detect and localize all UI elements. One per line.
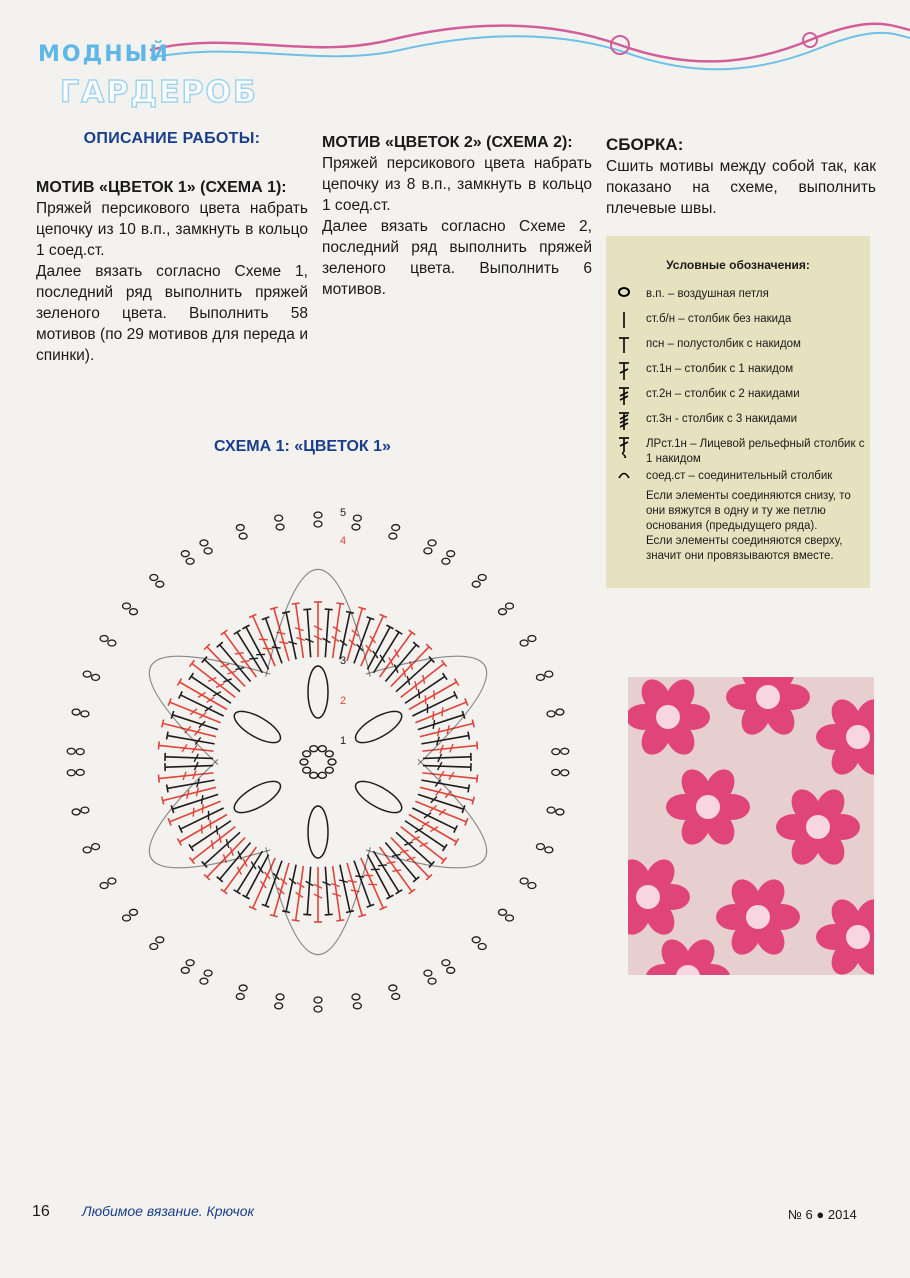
chain-loop <box>129 609 137 615</box>
chain-loop <box>72 809 80 815</box>
chain-loop <box>352 994 360 1000</box>
chain-loop <box>520 878 528 884</box>
stitch-mark <box>286 865 296 912</box>
stitch-top <box>477 775 478 783</box>
stitch-mark <box>163 723 216 736</box>
stitch-mark <box>165 766 213 768</box>
o-icon <box>612 286 636 302</box>
stitch-top <box>468 784 469 792</box>
petal-core <box>308 666 328 718</box>
chain-loop <box>392 525 400 531</box>
stitch-top <box>325 914 333 915</box>
schema-title: СХЕМА 1: «ЦВЕТОК 1» <box>214 438 391 455</box>
stitch-mark <box>163 787 216 800</box>
chain-loop <box>472 581 480 587</box>
chain-loop <box>76 769 84 775</box>
stitch-top <box>325 609 333 610</box>
stitch-cross <box>201 795 202 804</box>
stitch-top <box>162 797 164 805</box>
row-label: 2 <box>340 695 347 707</box>
chain-loop <box>92 844 100 850</box>
stitch-top <box>221 630 227 635</box>
chain-loop <box>204 548 212 554</box>
chain-loop <box>552 749 560 755</box>
chain-loop <box>472 937 480 943</box>
stitch-cross <box>235 653 244 654</box>
column-right <box>606 134 876 219</box>
crochet-diagram <box>28 472 624 1132</box>
motif1-para1: Пряжей персикового цвета набрать цепочку из 10 в.п., замкнуть в кольцо 1 соед.ст. <box>36 200 308 259</box>
legend-note-above: Если элементы соединяются сверху, значит они провязываются вместе. <box>646 535 843 562</box>
chain-loop <box>108 640 116 646</box>
chain-loop <box>552 769 560 775</box>
chain-loop <box>536 844 544 850</box>
chain-loop <box>314 1006 322 1012</box>
stitch-mark <box>165 757 213 759</box>
stitch-top <box>282 612 290 614</box>
chain-loop <box>200 978 208 984</box>
stitch-mark <box>246 855 269 897</box>
chain-loop <box>389 985 397 991</box>
stitch-top <box>346 911 354 913</box>
chain-loop <box>353 1003 361 1009</box>
issue-number: № 6 ● 2014 <box>788 1207 857 1222</box>
stitch-cross <box>433 720 434 729</box>
stitch-top <box>303 609 311 610</box>
stitch-top <box>167 784 168 792</box>
chain-loop <box>424 548 432 554</box>
chain-loop <box>156 937 164 943</box>
chain-loop <box>547 711 555 717</box>
bar-icon <box>612 311 636 333</box>
stitch-cross <box>216 826 217 835</box>
chain-loop <box>536 674 544 680</box>
chain-loop <box>328 759 336 765</box>
section-title: ОПИСАНИЕ РАБОТЫ: <box>83 130 261 147</box>
stitch-cross <box>260 881 266 888</box>
stitch-cross <box>370 636 376 643</box>
chain-loop <box>204 970 212 976</box>
stitch-cross <box>199 713 206 719</box>
stitch-top <box>158 775 159 783</box>
stitch-mark <box>307 609 310 657</box>
chain-loop <box>303 751 311 757</box>
stitch-top <box>303 914 311 915</box>
stitch-top <box>282 911 290 913</box>
chain-loop <box>108 878 116 884</box>
motif1-title: МОТИВ «ЦВЕТОК 1» (СХЕМА 1): <box>36 179 287 196</box>
chain-loop <box>100 883 108 889</box>
stitch-top <box>409 889 415 894</box>
stitch-top <box>189 844 193 851</box>
chain-loop <box>325 751 333 757</box>
chain-loop <box>181 551 189 557</box>
relief-icon <box>612 436 636 462</box>
legend-box <box>606 236 870 588</box>
chain-loop <box>428 540 436 546</box>
motif1-para2: Далее вязать согласно Схеме 1, последний ряд выполнить пряжей зеленого цвета. Выполнить 58 мотивов (по 29 мотивов для переда и спинки). <box>36 263 308 364</box>
stitch-cross <box>241 661 250 662</box>
chain-loop <box>506 915 514 921</box>
stitch-top <box>443 673 447 680</box>
stitch-mark <box>415 801 466 822</box>
chain-loop <box>499 909 507 915</box>
chain-loop <box>528 636 536 642</box>
chain-loop <box>442 960 450 966</box>
stitch-mark <box>286 612 296 659</box>
petal-core <box>351 775 406 818</box>
stitch-top <box>292 920 300 921</box>
chain-loop <box>300 759 308 765</box>
stitch-top <box>189 673 193 680</box>
stitch-top <box>336 603 344 604</box>
chain-loop <box>318 746 326 752</box>
motif2-para2: Далее вязать согласно Схеме 2, последний ряд выполнить пряжей зеленого цвета. Выполнить 6 мотивов. <box>322 218 592 298</box>
chain-loop <box>239 533 247 539</box>
stitch-top <box>472 797 474 805</box>
stitch-mark <box>307 867 310 915</box>
stitch-cross <box>425 695 426 704</box>
chain-loop <box>276 524 284 530</box>
chain-loop <box>392 993 400 999</box>
chain-loop <box>122 915 130 921</box>
stitch-cross <box>202 825 203 834</box>
stitch-cross <box>348 881 357 883</box>
chain-loop <box>76 749 84 755</box>
chain-loop <box>447 551 455 557</box>
chain-loop <box>275 1003 283 1009</box>
stitch-cross <box>404 842 412 845</box>
stitch-mark <box>266 861 282 906</box>
flower-center <box>756 685 780 709</box>
legend-item-slst: соед.ст – соединительный столбик <box>606 469 870 487</box>
stitch-cross <box>190 709 197 715</box>
chain-loop <box>150 574 158 580</box>
chain-loop <box>276 994 284 1000</box>
stitch-top <box>358 915 366 917</box>
stitch-top <box>409 630 415 635</box>
stitch-mark <box>423 766 471 768</box>
legend-item-sc: ст.б/н – столбик без накида <box>606 312 870 335</box>
magazine-name: Любимое вязание. Крючок <box>82 1203 255 1219</box>
chain-loop <box>186 960 194 966</box>
legend-item-tr: ст.2н – столбик с 2 накидами <box>606 387 870 410</box>
legend-item-fpdc: ЛРст.1н – Лицевой рельефный столбик с 1 накидом <box>606 437 870 467</box>
stitch-top <box>167 732 168 740</box>
chain-loop <box>353 515 361 521</box>
stitch-cross <box>202 804 203 813</box>
chain-loop <box>556 709 564 715</box>
chain-loop <box>325 767 333 773</box>
chain-loop <box>67 770 75 776</box>
chain-loop <box>506 603 514 609</box>
motif2-para1: Пряжей персикового цвета набрать цепочку из 8 в.п., замкнуть в кольцо 1 соед.ст. <box>322 155 592 214</box>
legend-item-hdc: псн – полустолбик с накидом <box>606 337 870 360</box>
chain-loop <box>561 770 569 776</box>
stitch-mark <box>340 865 350 912</box>
header-title-line1: МОДНЫЙ <box>38 42 170 67</box>
chain-loop <box>520 640 528 646</box>
knitted-fabric-photo <box>628 677 874 975</box>
stitch-cross <box>433 711 434 720</box>
chain-loop <box>561 748 569 754</box>
stitch-mark <box>361 616 383 666</box>
petal-core <box>351 705 406 748</box>
stitch-mark <box>170 801 221 822</box>
stitch-cross <box>439 809 446 815</box>
legend-item-chain: в.п. – воздушная петля <box>606 287 870 310</box>
stitch-cross <box>249 658 258 659</box>
stitch-top <box>358 607 366 609</box>
stitch-mark <box>253 858 275 908</box>
stitch-top <box>468 732 469 740</box>
stitch-cross <box>279 642 288 644</box>
chain-loop <box>186 558 194 564</box>
stitch-mark <box>412 808 455 829</box>
chain-loop <box>150 944 158 950</box>
chain-loop <box>499 609 507 615</box>
chain-loop <box>129 909 137 915</box>
stitch-cross <box>442 707 443 716</box>
chain-loop <box>275 515 283 521</box>
flower-center <box>846 925 870 949</box>
stitch-cross <box>210 820 211 829</box>
stitch-top <box>472 720 474 728</box>
stitch-cross <box>223 679 231 682</box>
three-cross-icon <box>612 411 636 435</box>
chain-loop <box>239 985 247 991</box>
chain-loop <box>424 970 432 976</box>
stitch-top <box>270 915 278 917</box>
chain-loop <box>92 674 100 680</box>
two-cross-icon <box>612 386 636 410</box>
t-icon <box>612 336 636 358</box>
flower-center <box>846 725 870 749</box>
stitch-mark <box>354 618 370 663</box>
chain-loop <box>478 574 486 580</box>
chain-loop <box>122 603 130 609</box>
header-title-line2: ГАРДЕРОБ <box>60 75 258 110</box>
stitch-top <box>477 741 478 749</box>
chain-loop <box>478 944 486 950</box>
chain-loop <box>310 746 318 752</box>
chain-loop <box>81 807 89 813</box>
chain-loop <box>389 533 397 539</box>
chain-loop <box>236 525 244 531</box>
stitch-mark <box>266 618 282 663</box>
chain-loop <box>67 748 75 754</box>
stitch-mark <box>367 627 390 669</box>
chain-loop <box>545 671 553 677</box>
chain-loop <box>303 767 311 773</box>
header-swirl-lines <box>150 10 910 80</box>
row-label: 5 <box>340 507 347 519</box>
chain-loop <box>156 581 164 587</box>
stitch-cross <box>264 872 270 879</box>
row-label: 3 <box>340 655 347 667</box>
chain-loop <box>72 709 80 715</box>
stitch-mark <box>340 612 350 659</box>
chain-loop <box>310 772 318 778</box>
chain-loop <box>556 809 564 815</box>
stitch-cross <box>219 834 221 843</box>
chain-loop <box>442 558 450 564</box>
column-middle <box>322 132 592 300</box>
legend-title: Условные обозначения: <box>666 258 810 272</box>
stitch-top <box>292 603 300 604</box>
stitch-top <box>270 607 278 609</box>
stitch-cross <box>438 728 440 737</box>
chain-loop <box>352 524 360 530</box>
chain-loop <box>181 967 189 973</box>
motif2-title: МОТИВ «ЦВЕТОК 2» (СХЕМА 2): <box>322 134 573 151</box>
flower-center <box>656 705 680 729</box>
assembly-text: Сшить мотивы между собой так, как показано на схеме, выполнить плечевые швы. <box>606 158 876 217</box>
stitch-cross <box>387 862 396 863</box>
chain-loop <box>83 847 91 853</box>
legend-note-below: Если элементы соединяются снизу, то они вяжутся в одну и ту же петлю основания (предыдущего ряда). <box>646 490 851 532</box>
flower-center <box>696 795 720 819</box>
stitch-mark <box>420 787 473 800</box>
stitch-cross <box>196 788 198 797</box>
chain-loop <box>100 636 108 642</box>
stitch-mark <box>180 695 223 716</box>
stitch-top <box>443 844 447 851</box>
petal-core <box>308 806 328 858</box>
stitch-cross <box>366 645 372 652</box>
flower-center <box>746 905 770 929</box>
stitch-cross <box>418 689 419 698</box>
stitch-mark <box>325 867 328 915</box>
chain-loop <box>447 967 455 973</box>
chain-loop <box>81 711 89 717</box>
chain-loop <box>314 997 322 1003</box>
chain-loop <box>83 671 91 677</box>
flower-center <box>636 885 660 909</box>
stitch-cross <box>193 808 194 817</box>
stitch-mark <box>422 745 477 751</box>
chain-loop <box>318 772 326 778</box>
stitch-cross <box>434 690 435 699</box>
stitch-cross <box>211 840 213 849</box>
chain-loop <box>428 978 436 984</box>
chain-loop <box>200 540 208 546</box>
assembly-title: СБОРКА: <box>606 135 684 154</box>
petal-core <box>230 775 285 818</box>
chain-loop <box>547 807 555 813</box>
stitch-mark <box>159 773 214 779</box>
column-left <box>36 128 308 366</box>
legend-item-dtr: ст.3н - столбик с 3 накидами <box>606 412 870 435</box>
stitch-top <box>336 920 344 921</box>
one-cross-icon <box>612 361 636 385</box>
stitch-cross <box>430 806 437 812</box>
stitch-top <box>346 612 354 614</box>
chain-loop <box>528 883 536 889</box>
chain-loop <box>314 521 322 527</box>
legend-item-dc: ст.1н – столбик с 1 накидом <box>606 362 870 385</box>
stitch-cross <box>423 675 425 684</box>
petal-core <box>230 705 285 748</box>
stitch-cross <box>392 870 401 871</box>
flower-center <box>806 815 830 839</box>
chain-loop <box>545 847 553 853</box>
stitch-top <box>162 720 164 728</box>
stitch-mark <box>354 861 370 906</box>
row-label: 4 <box>340 535 347 547</box>
stitch-mark <box>415 702 466 723</box>
stitch-cross <box>415 681 417 690</box>
stitch-top <box>158 741 159 749</box>
page-number: 16 <box>32 1203 50 1220</box>
chain-loop <box>314 512 322 518</box>
chain-loop <box>236 993 244 999</box>
stitch-mark <box>423 757 471 759</box>
stitch-mark <box>170 702 221 723</box>
stitch-cross <box>378 865 387 866</box>
row-label: 1 <box>340 735 347 747</box>
stitch-mark <box>420 723 473 736</box>
stitch-mark <box>325 609 328 657</box>
stitch-top <box>221 889 227 894</box>
